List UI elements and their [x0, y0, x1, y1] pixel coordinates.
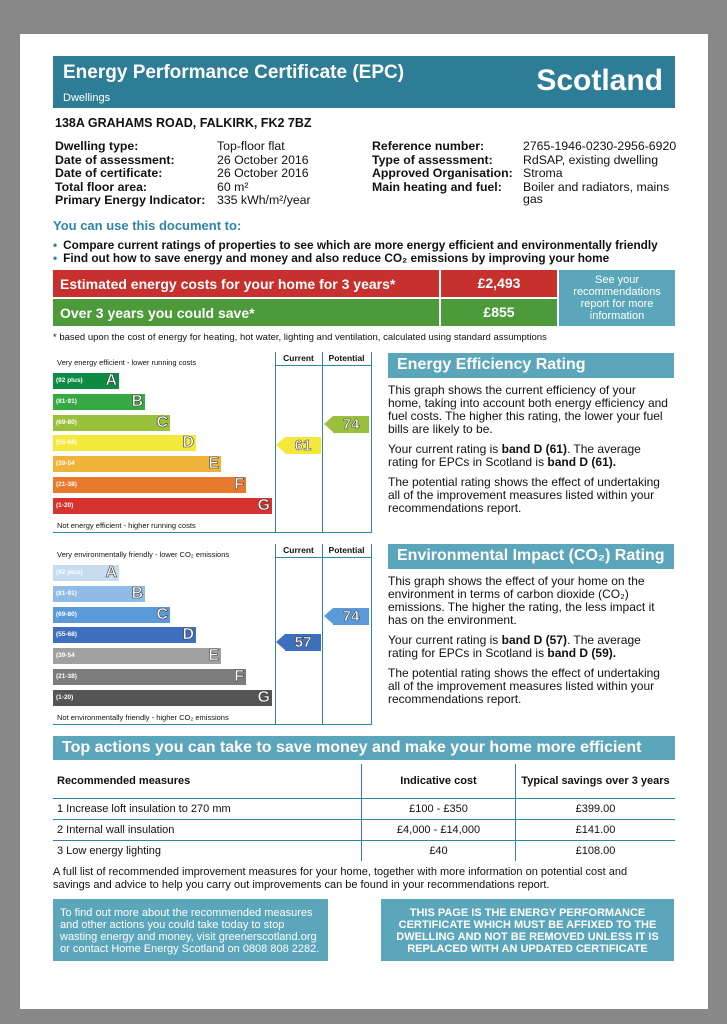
col-current-label: Current	[283, 545, 314, 555]
band-d	[53, 627, 196, 643]
cost-label: Estimated energy costs for your home for 3 years*	[60, 276, 396, 292]
energy-efficiency-chart	[53, 352, 372, 533]
measure-cell: 2 Internal wall insulation	[53, 820, 362, 841]
cost-value-row2: £855	[441, 299, 557, 326]
actions-heading	[53, 736, 675, 760]
current-rating-value: 57	[285, 634, 321, 651]
band-letter: B	[131, 392, 143, 410]
cost-cell: £4,000 - £14,000	[362, 820, 516, 841]
band-letter: D	[182, 434, 194, 452]
text: band D (61)	[501, 442, 567, 456]
current-rating-value: 61	[285, 437, 321, 454]
eer-description	[388, 384, 672, 515]
chart-top-label: Very energy efficient - lower running costs	[57, 358, 197, 367]
band-letter: C	[156, 605, 168, 623]
chart-bottom-label: Not environmentally friendly - higher CO₂ emissions	[57, 713, 229, 722]
header-cell: Indicative cost	[362, 764, 516, 799]
band-e	[53, 456, 221, 472]
heading-text: Top actions you can take to save money and make your home more efficient	[62, 739, 642, 756]
band-letter: F	[234, 476, 244, 493]
band-letter: F	[234, 668, 244, 685]
band-letter: A	[105, 564, 117, 581]
detail-value: Stroma	[523, 166, 563, 180]
divider	[275, 365, 371, 366]
detail-row	[55, 140, 375, 154]
band-range: (81-91)	[56, 589, 77, 597]
potential-rating-arrow	[324, 608, 369, 625]
detail-value: 60 m²	[217, 179, 249, 194]
band-b	[53, 394, 145, 410]
eir-description	[388, 575, 672, 706]
detail-label: Approved Organisation:	[372, 166, 513, 180]
band-letter: E	[208, 455, 219, 473]
heading-text: Energy Efficiency Rating	[397, 356, 586, 373]
table-row	[53, 820, 675, 841]
measures-table	[53, 764, 675, 861]
band-range: (81-91)	[56, 397, 77, 405]
page-subtitle: Dwellings	[63, 92, 111, 104]
saving-cell: £108.00	[575, 845, 616, 857]
band-d	[53, 435, 196, 451]
band-letter: G	[257, 496, 270, 514]
page-title: Energy Performance Certificate (EPC)	[63, 62, 405, 83]
table-header-row	[53, 764, 675, 799]
eir-heading	[388, 544, 674, 569]
band-range: (69-80)	[56, 610, 77, 618]
measure-cell: 1 Increase loft insulation to 270 mm	[53, 799, 362, 820]
band-range: (55-68)	[56, 439, 77, 447]
full-list-note: A full list of recommended improvement measures for your home, together with more information on potential cost and savings and advice to help you carry out improvements can be found in your recommendations report.	[53, 866, 628, 891]
band-letter: D	[182, 626, 194, 644]
detail-row	[55, 181, 375, 195]
col-current-label: Current	[283, 353, 314, 363]
band-range: (21-38)	[56, 673, 77, 680]
text: Your current rating is	[388, 633, 502, 647]
text: band D (59).	[547, 646, 617, 660]
text: . The average rating for EPCs in Scotland is	[388, 633, 641, 660]
use-doc-heading: You can use this document to:	[53, 218, 242, 233]
detail-label: Date of certificate:	[55, 166, 163, 180]
eer-para-2	[388, 443, 672, 469]
band-b	[53, 586, 145, 602]
potential-rating-value: 74	[333, 416, 369, 433]
band-a	[53, 565, 119, 581]
potential-rating-value: 74	[333, 608, 369, 625]
divider	[275, 557, 371, 558]
band-letter: B	[131, 584, 143, 602]
divider	[322, 352, 323, 532]
eir-para-2	[388, 634, 672, 660]
col-potential-label: Potential	[328, 545, 365, 555]
band-f	[53, 669, 246, 685]
table-row	[53, 799, 675, 820]
current-rating-arrow	[276, 634, 321, 651]
detail-label: Total floor area:	[55, 179, 148, 194]
more-info-text: To find out more about the recommended measures and other actions you could take today to stop wasting energy and money, visit greenerscotland.org or contact Home Energy Scotland on 0808 808 2282.	[60, 907, 320, 955]
table-row	[53, 841, 675, 862]
saving-cell: £399.00	[516, 799, 676, 820]
detail-value: RdSAP, existing dwelling	[523, 152, 659, 167]
band-range: (69-80)	[56, 418, 77, 426]
chart-bottom-label: Not energy efficient - higher running costs	[57, 521, 196, 530]
eer-heading	[388, 353, 674, 378]
recommendations-note	[559, 270, 675, 326]
detail-value: 26 October 2016	[217, 152, 309, 167]
detail-label: Date of assessment:	[55, 152, 175, 167]
text: band D (57)	[501, 633, 567, 647]
cost-footnote: * based upon the cost of energy for heating, hot water, lighting and ventilation, calculated using standard assumptions	[53, 332, 547, 343]
detail-row	[372, 167, 682, 181]
detail-label: Main heating and fuel:	[372, 179, 502, 194]
band-letter: E	[208, 647, 219, 665]
band-e	[53, 648, 221, 664]
detail-label: Reference number:	[372, 139, 485, 153]
note-text: See your recommendations report for more information	[573, 274, 661, 322]
band-range: (92 plus)	[56, 377, 83, 384]
band-range: (1-20)	[56, 501, 74, 509]
detail-label: Dwelling type:	[55, 139, 139, 153]
affix-notice-box	[381, 899, 674, 961]
heading-text: Environmental Impact (CO₂) Rating	[397, 547, 665, 564]
property-address: 138A GRAHAMS ROAD, FALKIRK, FK2 7BZ	[55, 116, 312, 130]
measure-cell: 3 Low energy lighting	[53, 841, 362, 862]
use-doc-bullet: • Find out how to save energy and money and also reduce CO₂ emissions by improving your home	[53, 251, 610, 265]
text: . The average rating for EPCs in Scotland is	[388, 442, 641, 469]
details-right	[372, 140, 682, 205]
detail-row	[372, 154, 682, 168]
band-range: (21-38)	[56, 481, 77, 488]
header-cell: Typical savings over 3 years	[516, 764, 676, 799]
band-letter: C	[156, 413, 168, 431]
affix-notice-text: THIS PAGE IS THE ENERGY PERFORMANCE CERTIFICATE WHICH MUST BE AFFIXED TO THE DWELLING AND NOT BE REMOVED UNLESS IT IS REPLACED WITH AN UPDATED CERTIFICATE	[396, 907, 659, 955]
detail-value: 2765-1946-0230-2956-6920	[523, 139, 677, 153]
details-left	[55, 140, 375, 208]
use-doc-bullet: • Compare current ratings of properties to see which are more energy efficient and environmentally friendly	[53, 238, 658, 252]
bullet-text: Compare current ratings of properties to see which are more energy efficient and environmentally friendly	[63, 238, 658, 252]
detail-row	[55, 167, 375, 181]
cost-cell: £100 - £350	[362, 799, 516, 820]
text: band D (61).	[547, 455, 617, 469]
divider	[322, 544, 323, 724]
certificate-page	[20, 34, 708, 1009]
band-c	[53, 415, 170, 431]
cost-label: Over 3 years you could save*	[60, 305, 255, 321]
band-range: (55-68)	[56, 631, 77, 639]
detail-value: Boiler and radiators, mains gas	[523, 179, 670, 206]
detail-row	[372, 181, 682, 205]
band-g	[53, 498, 272, 514]
saving-cell: £141.00	[516, 820, 676, 841]
text: Your current rating is	[388, 442, 502, 456]
band-c	[53, 607, 170, 623]
eer-para-3: The potential rating shows the effect of undertaking all of the improvement measures listed within your recommendations report.	[388, 475, 660, 515]
band-range: (92 plus)	[56, 569, 83, 576]
detail-value: 335 kWh/m²/year	[217, 193, 311, 207]
cost-cell: £40	[362, 841, 516, 862]
detail-value: 26 October 2016	[217, 166, 309, 180]
band-range: (39-54	[56, 460, 75, 468]
eir-para-3: The potential rating shows the effect of undertaking all of the improvement measures listed within your recommendations report.	[388, 666, 660, 706]
band-f	[53, 477, 246, 493]
detail-row	[55, 154, 375, 168]
detail-value: Top-floor flat	[217, 139, 285, 153]
current-rating-arrow	[276, 437, 321, 454]
chart-top-label: Very environmentally friendly - lower CO₂ emissions	[57, 550, 230, 559]
more-info-box	[53, 899, 328, 961]
cost-value-row1: £2,493	[441, 270, 557, 297]
band-range: (39-54	[56, 652, 75, 660]
cost-label-row1	[53, 270, 439, 297]
detail-row	[372, 140, 682, 154]
eir-para-1: This graph shows the effect of your home on the environment in terms of carbon dioxide (CO₂) emissions. The higher the rating, the less impact it has on the environment.	[388, 574, 655, 627]
band-letter: A	[105, 372, 117, 389]
band-letter: G	[257, 688, 270, 706]
potential-rating-arrow	[324, 416, 369, 433]
eer-para-1: This graph shows the current efficiency of your home, taking into account both energy efficiency and fuel costs. The higher this rating, the lower your fuel bills are likely to be.	[388, 383, 668, 436]
band-g	[53, 690, 272, 706]
header-cell: Recommended measures	[53, 764, 362, 799]
detail-label: Type of assessment:	[372, 152, 493, 167]
environmental-impact-chart	[53, 544, 372, 725]
cost-label-row2	[53, 299, 439, 326]
col-potential-label: Potential	[328, 353, 365, 363]
region-label: Scotland	[536, 64, 663, 97]
band-a	[53, 373, 119, 389]
detail-label: Primary Energy Indicator:	[55, 193, 206, 207]
bullet-text: Find out how to save energy and money and also reduce CO₂ emissions by improving your home	[63, 251, 610, 265]
band-range: (1-20)	[56, 693, 74, 701]
detail-row	[55, 194, 375, 208]
header-banner	[53, 56, 675, 108]
